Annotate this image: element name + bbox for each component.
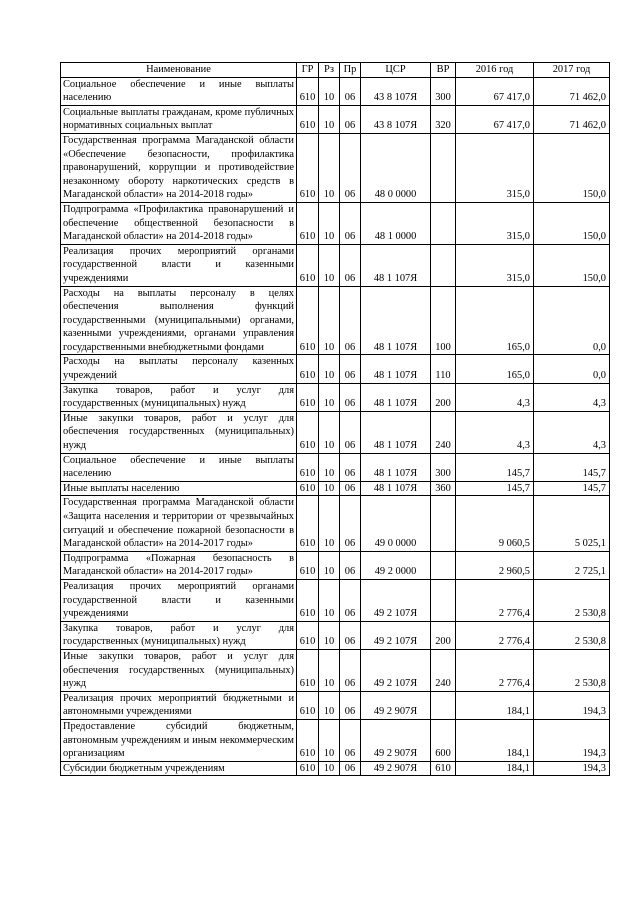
cell-gr: 610 xyxy=(297,453,319,481)
cell-name: Реализация прочих мероприятий органами государственной власти и казенными учреждениями xyxy=(61,579,297,621)
cell-gr: 610 xyxy=(297,133,319,202)
cell-2017: 2 530,8 xyxy=(534,621,610,649)
cell-name: Иные закупки товаров, работ и услуг для обеспечения государственных (муниципальных) нужд xyxy=(61,411,297,453)
table-row xyxy=(61,719,610,761)
col-header-pr: Пр xyxy=(340,63,361,78)
cell-2017: 0,0 xyxy=(534,286,610,355)
cell-gr: 610 xyxy=(297,77,319,105)
table-row xyxy=(61,691,610,719)
cell-name: Реализация прочих мероприятий бюджетными и автономными учреждениями xyxy=(61,691,297,719)
cell-gr: 610 xyxy=(297,649,319,691)
cell-2016: 165,0 xyxy=(456,286,534,355)
cell-gr: 610 xyxy=(297,551,319,579)
cell-pr: 06 xyxy=(340,383,361,411)
cell-rz: 10 xyxy=(319,551,340,579)
cell-name: Подпрограмма «Пожарная безопасность в Магаданской области» на 2014-2017 годы» xyxy=(61,551,297,579)
cell-2017: 150,0 xyxy=(534,202,610,244)
cell-csr: 49 2 107Я xyxy=(361,579,431,621)
cell-2017: 2 530,8 xyxy=(534,649,610,691)
cell-vr: 200 xyxy=(431,383,456,411)
table-row xyxy=(61,453,610,481)
cell-gr: 610 xyxy=(297,621,319,649)
table-row xyxy=(61,551,610,579)
cell-2016: 2 776,4 xyxy=(456,621,534,649)
cell-csr: 48 1 107Я xyxy=(361,383,431,411)
cell-name: Социальное обеспечение и иные выплаты населению xyxy=(61,453,297,481)
cell-vr: 600 xyxy=(431,719,456,761)
cell-rz: 10 xyxy=(319,496,340,551)
budget-table xyxy=(60,62,610,776)
cell-rz: 10 xyxy=(319,202,340,244)
cell-csr: 43 8 107Я xyxy=(361,105,431,133)
cell-pr: 06 xyxy=(340,481,361,496)
cell-name: Иные выплаты населению xyxy=(61,481,297,496)
cell-vr xyxy=(431,496,456,551)
table-row xyxy=(61,286,610,355)
col-header-csr: ЦСР xyxy=(361,63,431,78)
cell-pr: 06 xyxy=(340,579,361,621)
cell-csr: 49 2 0000 xyxy=(361,551,431,579)
cell-pr: 06 xyxy=(340,719,361,761)
cell-name: Расходы на выплаты персоналу в целях обеспечения выполнения функций государственными (муниципальными) органами, казенными учреждениями, органами управления государственными внебюджетными фондами xyxy=(61,286,297,355)
cell-name: Государственная программа Магаданской области «Защита населения и территории от чрезвычайных ситуаций и обеспечение пожарной безопасности в Магаданской области» на 2014-2017 годы» xyxy=(61,496,297,551)
table-row xyxy=(61,133,610,202)
cell-2017: 4,3 xyxy=(534,411,610,453)
cell-2017: 2 530,8 xyxy=(534,579,610,621)
cell-name: Подпрограмма «Профилактика правонарушений и обеспечение общественной безопасности в Магаданской области» на 2014-2018 годы» xyxy=(61,202,297,244)
cell-csr: 48 1 0000 xyxy=(361,202,431,244)
cell-rz: 10 xyxy=(319,621,340,649)
cell-rz: 10 xyxy=(319,579,340,621)
cell-vr: 300 xyxy=(431,77,456,105)
cell-vr: 300 xyxy=(431,453,456,481)
cell-pr: 06 xyxy=(340,77,361,105)
cell-vr: 110 xyxy=(431,355,456,383)
cell-2016: 315,0 xyxy=(456,244,534,286)
cell-pr: 06 xyxy=(340,453,361,481)
table-row xyxy=(61,244,610,286)
cell-2017: 71 462,0 xyxy=(534,105,610,133)
header-row xyxy=(61,63,610,78)
cell-gr: 610 xyxy=(297,105,319,133)
cell-gr: 610 xyxy=(297,355,319,383)
cell-2017: 0,0 xyxy=(534,355,610,383)
cell-2017: 194,3 xyxy=(534,719,610,761)
cell-rz: 10 xyxy=(319,355,340,383)
cell-vr xyxy=(431,691,456,719)
cell-rz: 10 xyxy=(319,133,340,202)
cell-rz: 10 xyxy=(319,383,340,411)
cell-pr: 06 xyxy=(340,551,361,579)
cell-pr: 06 xyxy=(340,761,361,776)
cell-rz: 10 xyxy=(319,77,340,105)
cell-2017: 194,3 xyxy=(534,761,610,776)
table-row xyxy=(61,496,610,551)
cell-csr: 49 2 907Я xyxy=(361,719,431,761)
table-row xyxy=(61,649,610,691)
cell-pr: 06 xyxy=(340,105,361,133)
cell-name: Социальное обеспечение и иные выплаты населению xyxy=(61,77,297,105)
cell-2016: 184,1 xyxy=(456,761,534,776)
cell-pr: 06 xyxy=(340,649,361,691)
cell-rz: 10 xyxy=(319,453,340,481)
cell-pr: 06 xyxy=(340,202,361,244)
cell-gr: 610 xyxy=(297,761,319,776)
cell-2017: 145,7 xyxy=(534,453,610,481)
table-row xyxy=(61,411,610,453)
cell-rz: 10 xyxy=(319,105,340,133)
cell-name: Закупка товаров, работ и услуг для государственных (муниципальных) нужд xyxy=(61,621,297,649)
cell-gr: 610 xyxy=(297,383,319,411)
cell-vr xyxy=(431,133,456,202)
cell-vr xyxy=(431,202,456,244)
cell-rz: 10 xyxy=(319,649,340,691)
cell-rz: 10 xyxy=(319,244,340,286)
cell-2016: 4,3 xyxy=(456,411,534,453)
cell-2017: 150,0 xyxy=(534,244,610,286)
cell-pr: 06 xyxy=(340,691,361,719)
table-row xyxy=(61,481,610,496)
col-header-gr: ГР xyxy=(297,63,319,78)
col-header-rz: Рз xyxy=(319,63,340,78)
cell-2016: 315,0 xyxy=(456,202,534,244)
table-row xyxy=(61,105,610,133)
cell-rz: 10 xyxy=(319,286,340,355)
cell-csr: 48 1 107Я xyxy=(361,481,431,496)
cell-gr: 610 xyxy=(297,579,319,621)
col-header-2016: 2016 год xyxy=(456,63,534,78)
cell-2017: 71 462,0 xyxy=(534,77,610,105)
cell-2016: 315,0 xyxy=(456,133,534,202)
cell-2016: 67 417,0 xyxy=(456,105,534,133)
cell-pr: 06 xyxy=(340,286,361,355)
cell-2016: 184,1 xyxy=(456,719,534,761)
cell-pr: 06 xyxy=(340,244,361,286)
cell-name: Иные закупки товаров, работ и услуг для обеспечения государственных (муниципальных) нужд xyxy=(61,649,297,691)
col-header-vr: ВР xyxy=(431,63,456,78)
cell-vr: 100 xyxy=(431,286,456,355)
cell-csr: 49 0 0000 xyxy=(361,496,431,551)
cell-2017: 5 025,1 xyxy=(534,496,610,551)
cell-vr: 240 xyxy=(431,649,456,691)
cell-rz: 10 xyxy=(319,481,340,496)
cell-name: Государственная программа Магаданской области «Обеспечение безопасности, профилактика правонарушений, коррупции и противодействие незаконному обороту наркотических средств в Магаданской области» на 2014-2018 годы» xyxy=(61,133,297,202)
table-row xyxy=(61,621,610,649)
cell-csr: 49 2 907Я xyxy=(361,761,431,776)
cell-2016: 2 776,4 xyxy=(456,579,534,621)
cell-pr: 06 xyxy=(340,496,361,551)
cell-rz: 10 xyxy=(319,761,340,776)
cell-name: Реализация прочих мероприятий органами государственной власти и казенными учреждениями xyxy=(61,244,297,286)
col-header-name: Наименование xyxy=(61,63,297,78)
cell-2017: 194,3 xyxy=(534,691,610,719)
cell-pr: 06 xyxy=(340,621,361,649)
cell-2017: 4,3 xyxy=(534,383,610,411)
cell-pr: 06 xyxy=(340,411,361,453)
cell-2016: 145,7 xyxy=(456,453,534,481)
cell-csr: 48 1 107Я xyxy=(361,244,431,286)
cell-vr: 360 xyxy=(431,481,456,496)
cell-gr: 610 xyxy=(297,202,319,244)
table-row xyxy=(61,383,610,411)
cell-name: Субсидии бюджетным учреждениям xyxy=(61,761,297,776)
cell-vr xyxy=(431,244,456,286)
cell-2016: 2 960,5 xyxy=(456,551,534,579)
cell-vr: 240 xyxy=(431,411,456,453)
cell-gr: 610 xyxy=(297,481,319,496)
cell-rz: 10 xyxy=(319,719,340,761)
cell-gr: 610 xyxy=(297,496,319,551)
table-row xyxy=(61,579,610,621)
cell-vr: 610 xyxy=(431,761,456,776)
table-row xyxy=(61,761,610,776)
cell-2016: 2 776,4 xyxy=(456,649,534,691)
cell-csr: 48 1 107Я xyxy=(361,411,431,453)
cell-gr: 610 xyxy=(297,691,319,719)
cell-csr: 43 8 107Я xyxy=(361,77,431,105)
cell-pr: 06 xyxy=(340,133,361,202)
cell-rz: 10 xyxy=(319,691,340,719)
cell-gr: 610 xyxy=(297,719,319,761)
cell-csr: 48 1 107Я xyxy=(361,286,431,355)
cell-2016: 9 060,5 xyxy=(456,496,534,551)
cell-vr: 200 xyxy=(431,621,456,649)
cell-name: Предоставление субсидий бюджетным, автономным учреждениям и иным некоммерческим организациям xyxy=(61,719,297,761)
col-header-2017: 2017 год xyxy=(534,63,610,78)
cell-vr: 320 xyxy=(431,105,456,133)
table-row xyxy=(61,202,610,244)
cell-csr: 49 2 107Я xyxy=(361,621,431,649)
cell-rz: 10 xyxy=(319,411,340,453)
cell-2017: 145,7 xyxy=(534,481,610,496)
cell-csr: 48 1 107Я xyxy=(361,453,431,481)
cell-vr xyxy=(431,551,456,579)
cell-csr: 48 0 0000 xyxy=(361,133,431,202)
cell-2017: 150,0 xyxy=(534,133,610,202)
cell-gr: 610 xyxy=(297,244,319,286)
cell-2017: 2 725,1 xyxy=(534,551,610,579)
cell-gr: 610 xyxy=(297,411,319,453)
cell-name: Закупка товаров, работ и услуг для государственных (муниципальных) нужд xyxy=(61,383,297,411)
cell-csr: 49 2 107Я xyxy=(361,649,431,691)
cell-2016: 165,0 xyxy=(456,355,534,383)
cell-csr: 49 2 907Я xyxy=(361,691,431,719)
cell-2016: 4,3 xyxy=(456,383,534,411)
cell-name: Социальные выплаты гражданам, кроме публичных нормативных социальных выплат xyxy=(61,105,297,133)
cell-name: Расходы на выплаты персоналу казенных учреждений xyxy=(61,355,297,383)
cell-2016: 184,1 xyxy=(456,691,534,719)
cell-2016: 67 417,0 xyxy=(456,77,534,105)
table-row xyxy=(61,77,610,105)
table-row xyxy=(61,355,610,383)
cell-2016: 145,7 xyxy=(456,481,534,496)
cell-gr: 610 xyxy=(297,286,319,355)
cell-pr: 06 xyxy=(340,355,361,383)
cell-csr: 48 1 107Я xyxy=(361,355,431,383)
cell-vr xyxy=(431,579,456,621)
